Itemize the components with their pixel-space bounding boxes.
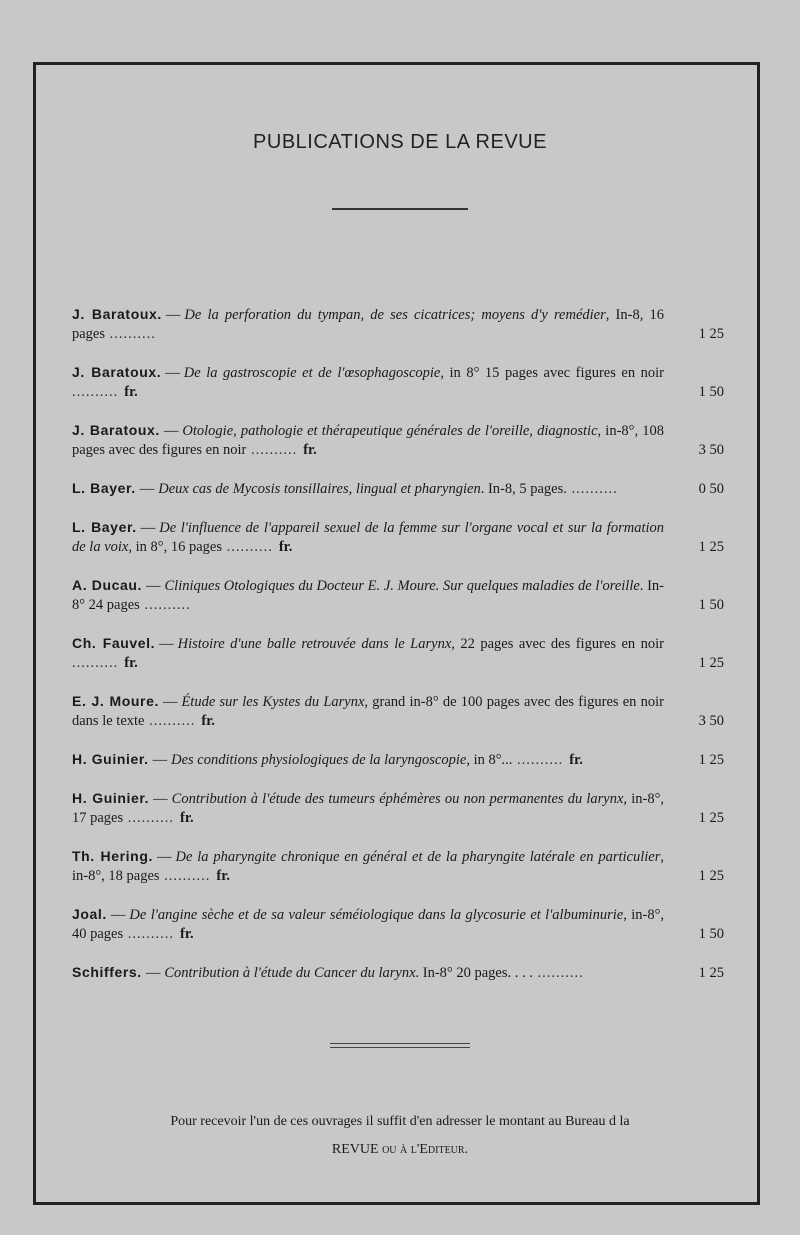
publication-entry [72, 847, 732, 886]
leader-dots: .......... [532, 965, 584, 981]
publication-price: 1 50 [698, 597, 724, 613]
leader-dots: .......... [246, 442, 298, 458]
publication-format: . In-8° 24 pages [72, 578, 664, 613]
publication-entry [72, 576, 732, 615]
publication-entry [72, 963, 732, 983]
publication-author: A. Ducau. [72, 577, 143, 593]
publication-title: Otologie, pathologie et thérapeutique générales de l'oreille, diagnostic [182, 423, 598, 439]
publication-price: 1 25 [698, 326, 724, 342]
em-dash-separator: — [146, 578, 161, 594]
publication-title: Histoire d'une balle retrouvée dans le Larynx [177, 636, 452, 652]
publication-entry [72, 421, 732, 460]
em-dash-separator: — [140, 520, 156, 536]
em-dash-separator: — [145, 965, 161, 981]
leader-dots: .......... [72, 655, 119, 671]
page-title: PUBLICATIONS DE LA REVUE [253, 131, 547, 153]
publication-entry [72, 750, 732, 770]
publication-author: J. Baratoux. [72, 306, 162, 322]
publication-entry [72, 692, 732, 731]
currency-label: fr. [278, 539, 293, 555]
publication-title: De la gastroscopie et de l'œsophagoscopie [183, 365, 441, 381]
publication-entry [72, 789, 732, 828]
publication-format: , in-8°, 18 pages [72, 849, 664, 884]
currency-label: fr. [201, 713, 215, 729]
currency-label: fr. [180, 810, 194, 826]
currency-label: fr. [124, 384, 138, 400]
publication-entry [72, 905, 732, 944]
publication-title: Cliniques Otologiques du Docteur E. J. Moure. Sur quelques maladies de l'oreille [164, 578, 640, 594]
footer-line-1: Pour recevoir l'un de ces ouvrages il suffit d'en adresser le montant au Bureau d la [170, 1114, 630, 1129]
publication-title: De l'angine sèche et de sa valeur séméiologique dans la glycosurie et l'albuminurie [129, 907, 624, 923]
publication-title: Contribution à l'étude du Cancer du larynx [164, 965, 416, 981]
publication-entry [72, 634, 732, 673]
leader-dots: .......... [72, 384, 119, 400]
publication-price: 1 25 [698, 868, 724, 884]
publication-format: . In-8° 20 pages. . . . [415, 965, 533, 981]
publication-price: 3 50 [698, 713, 724, 729]
publication-price: 1 50 [698, 926, 724, 942]
leader-dots: .......... [123, 926, 175, 942]
publication-price: 1 25 [698, 752, 724, 768]
publication-author: H. Guinier. [72, 790, 150, 806]
publication-entry [72, 479, 732, 499]
publication-title: De la perforation du tympan, de ses cicatrices; moyens d'y remédier [184, 307, 606, 323]
leader-dots: .......... [566, 481, 618, 497]
publication-title: Contribution à l'étude des tumeurs éphémères ou non permanentes du larynx [171, 791, 624, 807]
em-dash-separator: — [152, 752, 168, 768]
publication-title: De la pharyngite chronique en général et de la pharyngite latérale en particulier [175, 849, 661, 865]
publication-price: 1 25 [698, 539, 724, 555]
publication-price: 1 25 [698, 655, 724, 671]
currency-label: fr. [216, 868, 230, 884]
publication-format: , in-8°, 108 pages avec des figures en noir [72, 423, 664, 458]
publication-format: , in 8°... [466, 752, 513, 768]
publication-author: J. Baratoux. [72, 422, 160, 438]
publication-text [72, 963, 664, 983]
publication-author: Joal. [72, 906, 107, 922]
publication-author: J. Baratoux. [72, 364, 162, 380]
em-dash-separator: — [110, 907, 126, 923]
publication-format: , in-8°, 17 pages [72, 791, 664, 826]
publication-text [72, 634, 664, 673]
publication-author: L. Bayer. [72, 480, 136, 496]
leader-dots: .......... [221, 539, 273, 555]
currency-label: fr. [124, 655, 138, 671]
em-dash-separator: — [159, 636, 174, 652]
publication-text [72, 847, 664, 886]
publication-author: E. J. Moure. [72, 693, 159, 709]
publication-text [72, 789, 664, 828]
em-dash-separator: — [153, 791, 168, 807]
publication-format: , 22 pages avec des figures en noir [451, 636, 664, 652]
publication-author: L. Bayer. [72, 519, 137, 535]
publication-author: H. Guinier. [72, 751, 149, 767]
currency-label: fr. [569, 752, 583, 768]
leader-dots: .......... [512, 752, 564, 768]
publication-price: 0 50 [698, 481, 724, 497]
em-dash-separator: — [165, 307, 181, 323]
publication-format: , in 8°, 16 pages [128, 539, 222, 555]
publication-author: Ch. Fauvel. [72, 635, 156, 651]
publication-title: Des conditions physiologiques de la laryngoscopie [171, 752, 467, 768]
publication-price: 1 50 [698, 384, 724, 400]
publication-price: 1 25 [698, 965, 724, 981]
em-dash-separator: — [139, 481, 155, 497]
leader-dots: .......... [123, 810, 175, 826]
footer-line-2: REVUE ou à l'Editeur. [331, 1142, 469, 1157]
leader-dots: .......... [105, 326, 156, 342]
publication-text [72, 305, 664, 344]
em-dash-separator: — [165, 365, 180, 381]
leader-dots: .......... [144, 713, 196, 729]
publication-entry [72, 518, 732, 557]
em-dash-separator: — [156, 849, 172, 865]
publication-entry [72, 305, 732, 344]
publication-text [72, 421, 664, 460]
bottom-divider [330, 1043, 470, 1048]
publication-format: , grand in-8° de 100 pages avec des figures en noir dans le texte [72, 694, 664, 729]
leader-dots: .......... [159, 868, 211, 884]
publication-format: , in 8° 15 pages avec figures en noir [440, 365, 664, 381]
leader-dots: .......... [139, 597, 191, 613]
publication-format: , in-8°, 40 pages [72, 907, 664, 942]
publication-list [72, 305, 732, 1002]
publication-format: . In-8, 5 pages. [480, 481, 567, 497]
publication-entry [72, 363, 732, 402]
publication-price: 1 25 [698, 810, 724, 826]
publication-text [72, 576, 664, 615]
publication-price: 3 50 [698, 442, 724, 458]
publication-format: , In-8, 16 pages [72, 307, 664, 342]
publication-author: Th. Hering. [72, 848, 153, 864]
em-dash-separator: — [162, 694, 178, 710]
publication-text [72, 692, 664, 731]
publication-text [72, 363, 664, 402]
currency-label: fr. [180, 926, 194, 942]
em-dash-separator: — [163, 423, 179, 439]
publication-text [72, 905, 664, 944]
title-divider [332, 208, 468, 210]
publication-text [72, 479, 664, 499]
currency-label: fr. [303, 442, 317, 458]
publication-title: De l'influence de l'appareil sexuel de la femme sur l'organe vocal et sur la formation de la voix [72, 520, 664, 555]
publication-title: Étude sur les Kystes du Larynx [181, 694, 365, 710]
footer-note [60, 1108, 740, 1164]
publication-author: Schiffers. [72, 964, 142, 980]
publication-title: Deux cas de Mycosis tonsillaires, lingual et pharyngien [158, 481, 481, 497]
publication-text [72, 518, 664, 557]
publication-text [72, 750, 664, 770]
